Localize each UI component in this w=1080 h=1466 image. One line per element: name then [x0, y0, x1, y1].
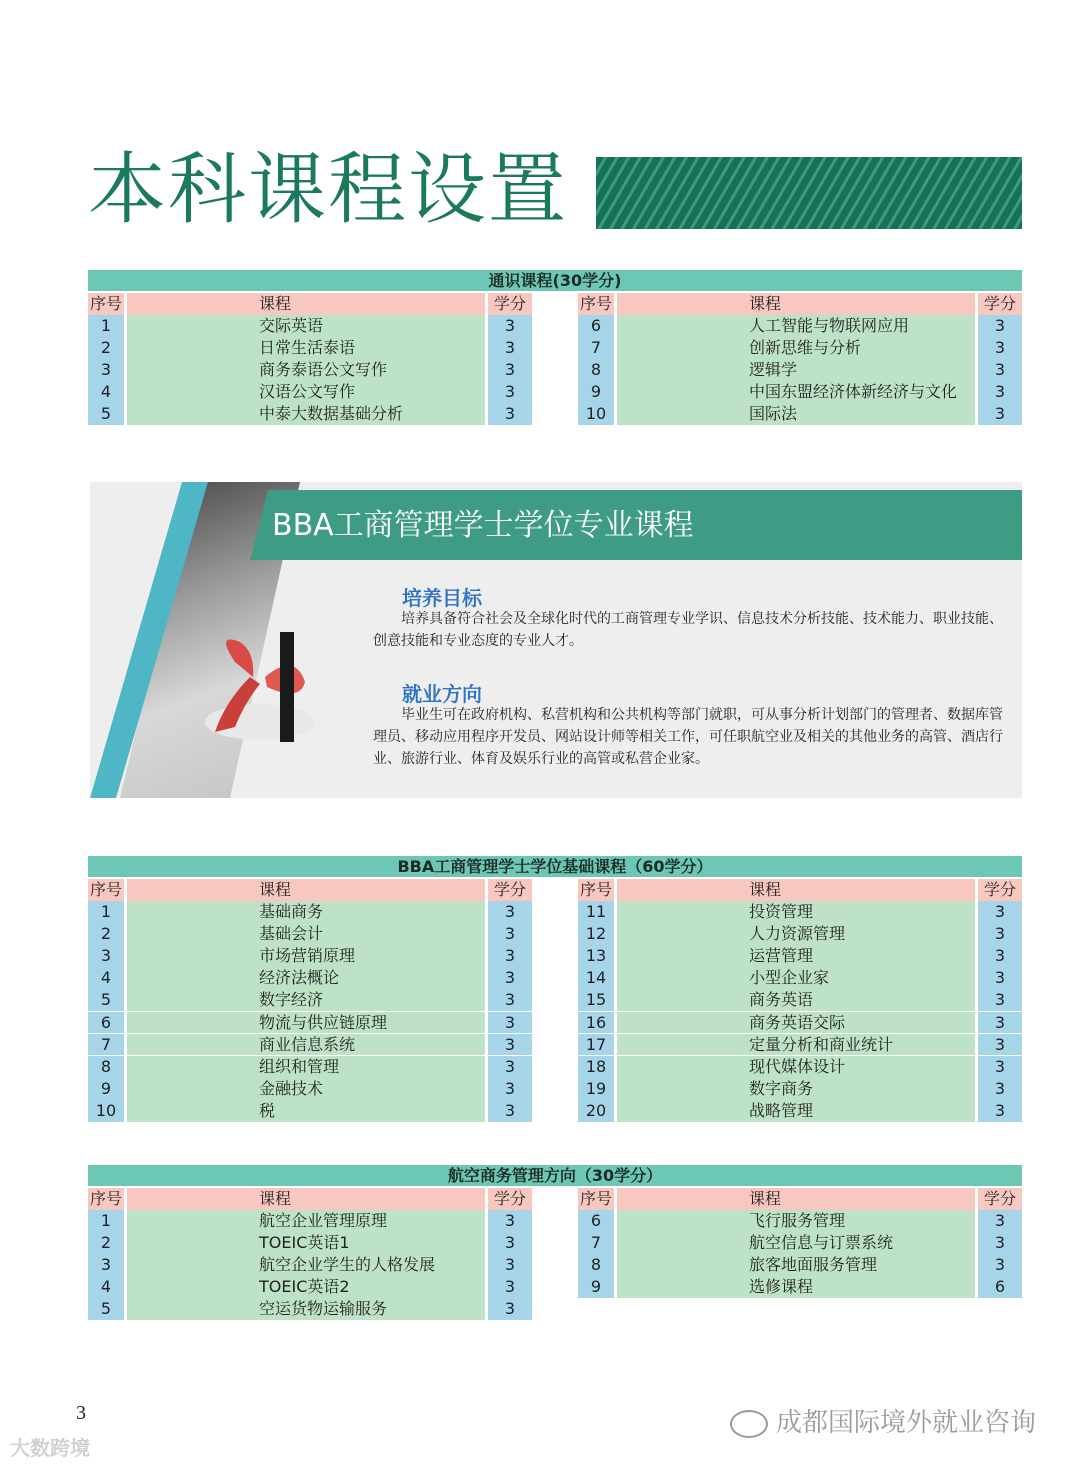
course-number: 10 [88, 1100, 124, 1122]
watermark-left: 大数跨境 [10, 1436, 90, 1460]
course-credit: 3 [978, 403, 1022, 425]
header-num: 序号 [89, 294, 122, 313]
course-credit: 3 [488, 1078, 532, 1100]
course-name: 创新思维与分析 [617, 337, 975, 359]
course-name: 组织和管理 [127, 1056, 485, 1078]
course-credit: 3 [488, 1298, 532, 1320]
table-row [578, 923, 1022, 945]
table-row [578, 1210, 1022, 1232]
course-credit: 3 [488, 403, 532, 425]
career-heading: 就业方向 [402, 682, 482, 706]
course-credit: 3 [488, 1210, 532, 1232]
header-credit: 学分 [488, 293, 532, 315]
course-name: 商务泰语公文写作 [127, 359, 485, 381]
aviation-right-column [578, 1188, 1022, 1321]
header-course: 课程 [617, 1188, 975, 1210]
course-credit: 3 [488, 359, 532, 381]
course-credit: 3 [488, 967, 532, 989]
table-row [578, 1100, 1022, 1122]
table-row [88, 945, 532, 967]
course-name: 金融技术 [127, 1078, 485, 1100]
goal-text: 培养具备符合社会及全球化时代的工商管理专业学识、信息技术分析技能、技术能力、职业技能、创意技能和专业态度的专业人才。 [373, 611, 1003, 649]
header-num: 序号 [89, 1189, 122, 1208]
course-name: 数字商务 [617, 1078, 975, 1100]
course-credit: 3 [488, 1034, 532, 1056]
table-row [88, 359, 532, 381]
course-name: 汉语公文写作 [127, 381, 485, 403]
basic-courses-table-title: BBA工商管理学士学位基础课程（60学分） [88, 856, 1022, 877]
header-num: 序号 [579, 1189, 612, 1208]
table-header-row [88, 293, 532, 315]
table-row [578, 945, 1022, 967]
basic-courses-table [88, 856, 1022, 1122]
course-credit: 3 [488, 989, 532, 1011]
course-number: 2 [88, 1232, 124, 1254]
table-row [88, 989, 532, 1011]
page-number: 3 [76, 1402, 86, 1424]
empty-row [578, 1298, 1022, 1320]
course-number: 10 [578, 403, 614, 425]
goal-heading: 培养目标 [402, 586, 482, 610]
aviation-left-column [88, 1188, 532, 1321]
aviation-table-title: 航空商务管理方向（30学分） [88, 1165, 1022, 1186]
table-row [88, 381, 532, 403]
course-number: 3 [88, 359, 124, 381]
course-name: 航空企业学生的人格发展 [127, 1254, 485, 1276]
course-name: 商务英语 [617, 989, 975, 1011]
course-name: 人力资源管理 [617, 923, 975, 945]
course-number: 7 [578, 1232, 614, 1254]
course-credit: 3 [978, 1210, 1022, 1232]
course-number: 13 [578, 945, 614, 967]
table-row [88, 1034, 532, 1056]
bba-banner-title: BBA工商管理学士学位专业课程 [272, 508, 694, 543]
header-num: 序号 [579, 294, 612, 313]
course-credit: 3 [978, 1254, 1022, 1276]
table-row [578, 967, 1022, 989]
course-name: 飞行服务管理 [617, 1210, 975, 1232]
table-row [578, 1276, 1022, 1298]
table-row [88, 403, 532, 425]
table-header-row [578, 293, 1022, 315]
course-credit: 3 [488, 923, 532, 945]
table-row [88, 1100, 532, 1122]
header-course: 课程 [127, 879, 485, 901]
course-name: 中泰大数据基础分析 [127, 403, 485, 425]
course-number: 6 [578, 1210, 614, 1232]
course-number: 5 [88, 403, 124, 425]
course-credit: 3 [978, 1232, 1022, 1254]
header-course: 课程 [127, 293, 485, 315]
course-number: 19 [578, 1078, 614, 1100]
course-name: 交际英语 [127, 315, 485, 337]
course-number: 18 [578, 1056, 614, 1078]
course-name: 税 [127, 1100, 485, 1122]
course-name: 人工智能与物联网应用 [617, 315, 975, 337]
course-name: 中国东盟经济体新经济与文化 [617, 381, 975, 403]
course-number: 4 [88, 381, 124, 403]
course-name: 国际法 [617, 403, 975, 425]
course-number: 9 [578, 381, 614, 403]
course-name: 数字经济 [127, 989, 485, 1011]
course-number: 17 [578, 1034, 614, 1056]
course-number: 6 [578, 315, 614, 337]
career-text: 毕业生可在政府机构、私营机构和公共机构等部门就职，可从事分析计划部门的管理者、数据库管理员、移动应用程序开发员、网站设计师等相关工作，可任职航空业及相关的其他业务的高管、酒店行业、旅游行业、体育及娱乐行业的高管或私营企业家。 [373, 707, 1003, 767]
course-credit: 3 [978, 1100, 1022, 1122]
gen-ed-left-column [88, 293, 532, 426]
course-credit: 3 [978, 381, 1022, 403]
course-credit: 3 [978, 967, 1022, 989]
course-credit: 3 [978, 945, 1022, 967]
header-course: 课程 [617, 293, 975, 315]
course-number: 1 [88, 1210, 124, 1232]
course-number: 6 [88, 1012, 124, 1034]
course-credit: 3 [488, 381, 532, 403]
course-credit: 3 [978, 901, 1022, 923]
basic-left-column [88, 879, 532, 1122]
course-credit: 3 [978, 1012, 1022, 1034]
course-number: 7 [578, 337, 614, 359]
table-row [88, 1232, 532, 1254]
diploma-ribbon-icon [205, 622, 315, 752]
course-credit: 3 [978, 923, 1022, 945]
table-row [578, 359, 1022, 381]
course-name: 空运货物运输服务 [127, 1298, 485, 1320]
course-number: 2 [88, 923, 124, 945]
table-header-row [88, 879, 532, 901]
table-header-row [578, 1188, 1022, 1210]
title-stripe-decoration [596, 157, 1022, 229]
course-number: 2 [88, 337, 124, 359]
course-credit: 3 [978, 1056, 1022, 1078]
course-name: 航空信息与订票系统 [617, 1232, 975, 1254]
course-number: 5 [88, 1298, 124, 1320]
course-credit: 3 [488, 1276, 532, 1298]
course-number: 8 [88, 1056, 124, 1078]
course-number: 7 [88, 1034, 124, 1056]
table-row [578, 403, 1022, 425]
course-name: 运营管理 [617, 945, 975, 967]
table-row [88, 1210, 532, 1232]
basic-right-column [578, 879, 1022, 1122]
header-credit: 学分 [978, 879, 1022, 901]
page-title: 本科课程设置 [88, 145, 569, 235]
course-name: 逻辑学 [617, 359, 975, 381]
table-row [578, 1232, 1022, 1254]
table-row [88, 923, 532, 945]
header-course: 课程 [127, 1188, 485, 1210]
course-number: 20 [578, 1100, 614, 1122]
table-row [88, 337, 532, 359]
course-credit: 3 [978, 1078, 1022, 1100]
course-number: 16 [578, 1012, 614, 1034]
table-row [578, 1012, 1022, 1034]
table-row [578, 337, 1022, 359]
table-row [578, 989, 1022, 1011]
course-number: 11 [578, 901, 614, 923]
course-name: 市场营销原理 [127, 945, 485, 967]
table-row [578, 1254, 1022, 1276]
course-credit: 3 [488, 337, 532, 359]
course-name: 定量分析和商业统计 [617, 1034, 975, 1056]
course-name: 小型企业家 [617, 967, 975, 989]
table-row [578, 381, 1022, 403]
course-name: 商务英语交际 [617, 1012, 975, 1034]
course-name: 基础商务 [127, 901, 485, 923]
watermark-right-text: 成都国际境外就业咨询 [776, 1408, 1037, 1438]
course-credit: 3 [488, 945, 532, 967]
table-row [88, 1276, 532, 1298]
table-row [88, 1056, 532, 1078]
gen-ed-right-column [578, 293, 1022, 426]
course-number: 4 [88, 967, 124, 989]
course-name: 选修课程 [617, 1276, 975, 1298]
course-credit: 3 [978, 337, 1022, 359]
course-number: 9 [578, 1276, 614, 1298]
course-credit: 3 [978, 989, 1022, 1011]
course-credit: 3 [488, 901, 532, 923]
course-credit: 3 [488, 1100, 532, 1122]
course-number: 9 [88, 1078, 124, 1100]
course-name: 日常生活泰语 [127, 337, 485, 359]
table-header-row [578, 879, 1022, 901]
course-number: 12 [578, 923, 614, 945]
table-row [88, 1012, 532, 1034]
header-num: 序号 [579, 880, 612, 899]
course-name: TOEIC英语2 [127, 1276, 485, 1298]
header-credit: 学分 [978, 1188, 1022, 1210]
course-name: 经济法概论 [127, 967, 485, 989]
bba-section [90, 482, 1022, 798]
table-row [578, 1056, 1022, 1078]
course-credit: 3 [488, 1254, 532, 1276]
header-course: 课程 [617, 879, 975, 901]
header-num: 序号 [89, 880, 122, 899]
wechat-icon [730, 1410, 768, 1438]
header-credit: 学分 [488, 879, 532, 901]
course-name: 旅客地面服务管理 [617, 1254, 975, 1276]
course-credit: 3 [978, 315, 1022, 337]
aviation-table [88, 1165, 1022, 1321]
watermark-right [730, 1402, 1036, 1439]
course-credit: 3 [488, 1012, 532, 1034]
header-credit: 学分 [488, 1188, 532, 1210]
course-credit: 3 [488, 1056, 532, 1078]
course-credit: 3 [488, 1232, 532, 1254]
course-number: 3 [88, 945, 124, 967]
course-credit: 3 [488, 315, 532, 337]
course-number: 1 [88, 315, 124, 337]
course-credit: 6 [978, 1276, 1022, 1298]
course-name: TOEIC英语1 [127, 1232, 485, 1254]
course-name: 现代媒体设计 [617, 1056, 975, 1078]
course-credit: 3 [978, 1034, 1022, 1056]
header-credit: 学分 [978, 293, 1022, 315]
table-row [578, 1034, 1022, 1056]
table-header-row [88, 1188, 532, 1210]
course-credit: 3 [978, 359, 1022, 381]
table-row [88, 1078, 532, 1100]
course-number: 14 [578, 967, 614, 989]
course-number: 1 [88, 901, 124, 923]
course-number: 8 [578, 359, 614, 381]
course-name: 基础会计 [127, 923, 485, 945]
course-number: 5 [88, 989, 124, 1011]
table-row [88, 1254, 532, 1276]
table-row [88, 1298, 532, 1320]
course-name: 战略管理 [617, 1100, 975, 1122]
gen-ed-table-title: 通识课程(30学分) [88, 270, 1022, 291]
table-row [578, 315, 1022, 337]
table-row [88, 315, 532, 337]
gen-ed-table [88, 270, 1022, 426]
table-row [578, 1078, 1022, 1100]
course-name: 商业信息系统 [127, 1034, 485, 1056]
table-row [88, 967, 532, 989]
course-number: 8 [578, 1254, 614, 1276]
table-row [578, 901, 1022, 923]
course-name: 航空企业管理原理 [127, 1210, 485, 1232]
course-number: 4 [88, 1276, 124, 1298]
table-row [88, 901, 532, 923]
course-number: 15 [578, 989, 614, 1011]
course-name: 投资管理 [617, 901, 975, 923]
course-number: 3 [88, 1254, 124, 1276]
course-name: 物流与供应链原理 [127, 1012, 485, 1034]
